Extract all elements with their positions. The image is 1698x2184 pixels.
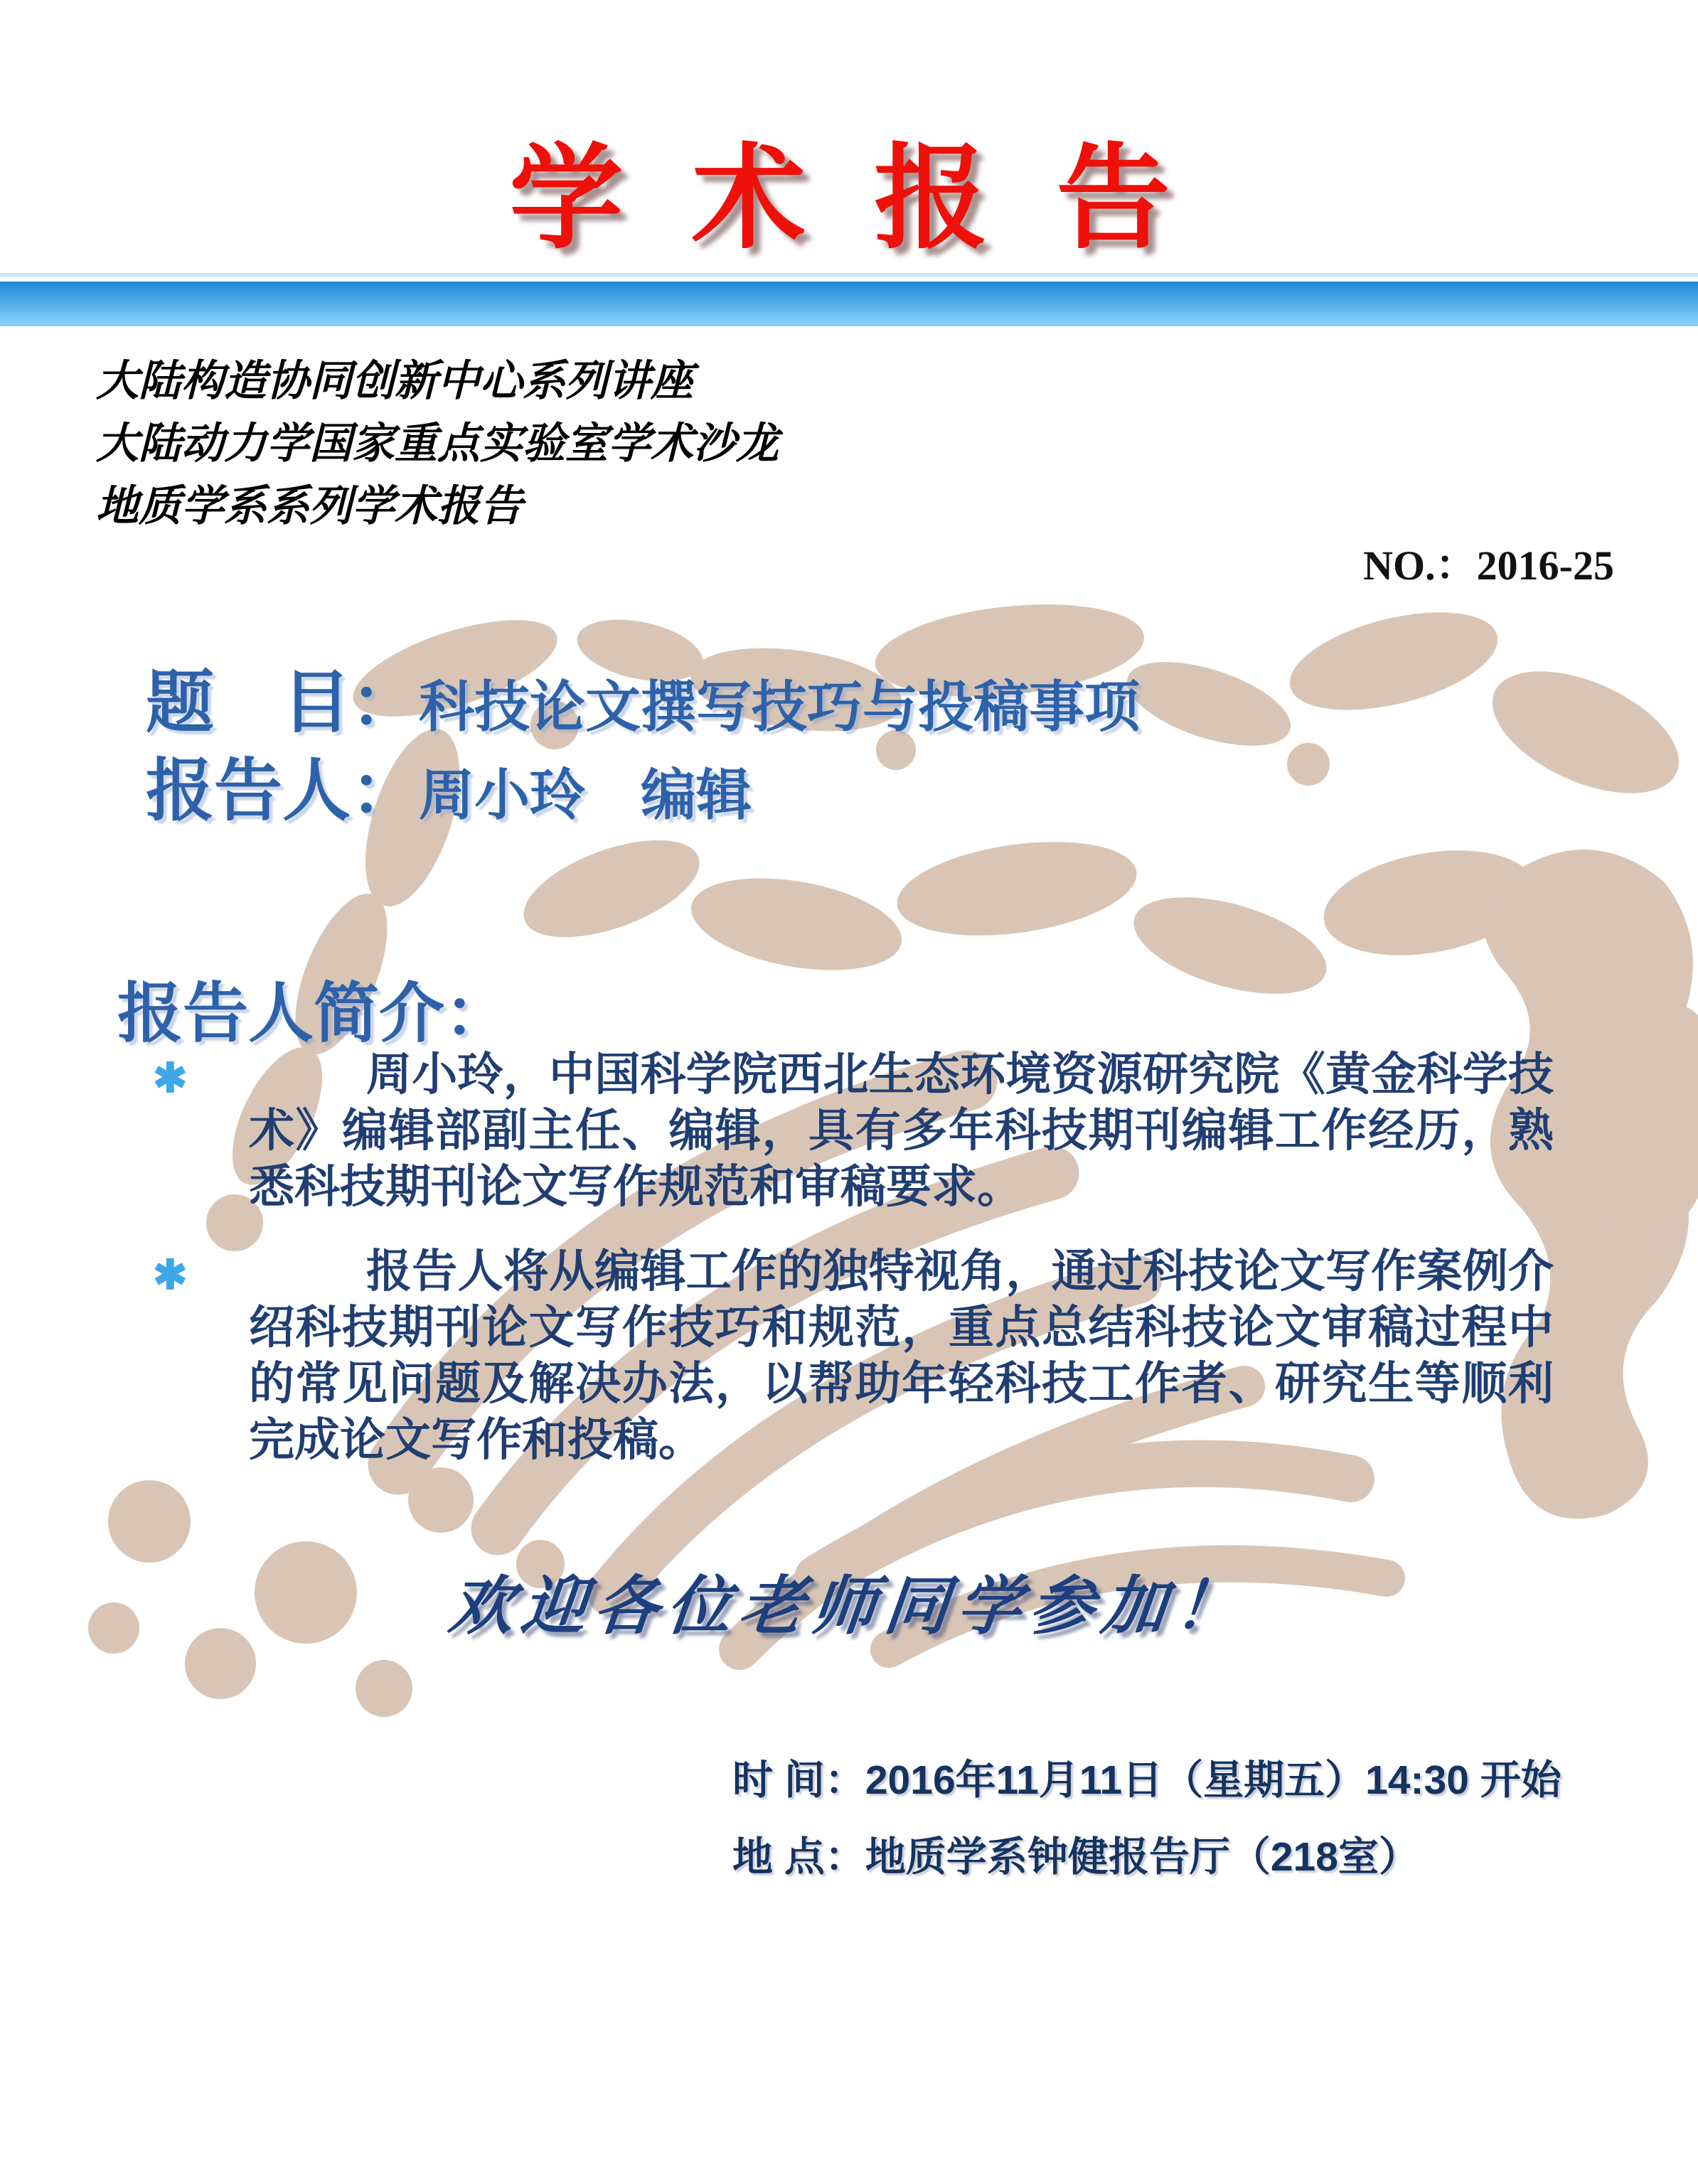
page-title: 学 术 报 告	[509, 134, 1189, 262]
blue-divider-bar	[0, 282, 1698, 326]
series-line-3: 地质学系系列学术报告	[96, 481, 523, 531]
welcome-line: 欢迎各位老师同学参加！	[445, 1568, 1251, 1644]
series-line-2: 大陆动力学国家重点实验室学术沙龙	[96, 419, 779, 469]
speaker-row	[146, 737, 752, 834]
series-list	[96, 350, 779, 537]
series-line-1: 大陆构造协同创新中心系列讲座	[96, 356, 693, 406]
bio-bullet-2	[153, 1243, 1554, 1468]
topic-label: 题 目：	[146, 665, 419, 741]
bio-bullets	[153, 1046, 1554, 1497]
place-line: 地 点：地质学系钟健报告厅（218室）	[732, 1834, 1419, 1880]
issue-number: NO.：2016-25	[1363, 542, 1614, 589]
speaker-value: 周小玲 编辑	[419, 764, 752, 826]
speaker-label: 报告人：	[146, 753, 419, 829]
accent-line	[0, 273, 1698, 277]
bio-bullet-2-text: 报告人将从编辑工作的独特视角，通过科技论文写作案例介绍科技期刊论文写作技巧和规范，重点总结科技论文审稿过程中的常见问题及解决办法，以帮助年轻科技工作者、研究生等顺利完成论文写作和投稿。	[249, 1246, 1554, 1465]
time-line: 时 间：2016年11月11日（星期五）14:30 开始	[732, 1757, 1561, 1803]
topic-row	[146, 648, 1140, 746]
bio-bullet-1-text: 周小玲，中国科学院西北生态环境资源研究院《黄金科学技术》编辑部副主任、编辑，具有多年科技期刊编辑工作经历，熟悉科技期刊论文写作规范和审稿要求。	[249, 1049, 1554, 1212]
bio-heading: 报告人简介：	[117, 978, 511, 1050]
topic-value: 科技论文撰写技巧与投稿事项	[419, 675, 1141, 738]
bio-bullet-1	[153, 1046, 1554, 1215]
asterisk-bullet-icon: ✱	[153, 1055, 188, 1101]
asterisk-bullet-icon: ✱	[153, 1252, 188, 1298]
